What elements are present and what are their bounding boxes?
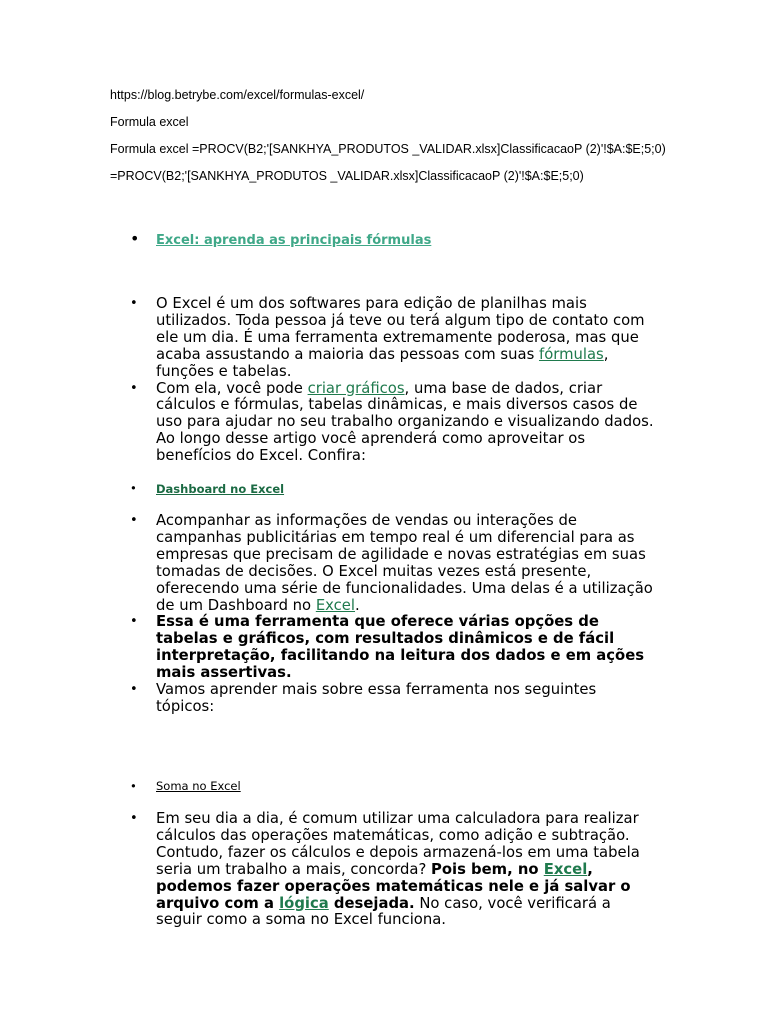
section-1-p2-start: Com ela, você pode <box>156 379 308 397</box>
section-1-paragraph-1 <box>0 296 658 381</box>
section-1-heading-list <box>0 229 658 249</box>
section-2-paragraph-1 <box>0 513 658 614</box>
criar-graficos-link[interactable]: criar gráficos <box>307 379 405 397</box>
section-2-paragraph-3 <box>0 682 658 716</box>
formula-line: =PROCV(B2;'[SANKHYA_PRODUTOS _VALIDAR.xlsx]ClassificacaoP (2)'!$A:$E;5;0) <box>110 169 584 183</box>
section-2-paragraph-2 <box>0 614 658 682</box>
section-2-body-list <box>0 513 658 716</box>
section-2-p1-text: Acompanhar as informações de vendas ou interações de campanhas publicitárias em tempo real é um diferencial para as empresas que precisam de agilidade e novas estratégias em suas tomadas de decisões. O Excel muitas vezes está presente, oferecendo uma série de funcionalidades. Uma delas é a utilização de um Dashboard no <box>156 512 653 614</box>
section-1-heading-link[interactable]: Excel: aprenda as principais fórmulas <box>156 233 432 248</box>
section-3-heading: Soma no Excel <box>156 779 241 793</box>
section-2-heading-link[interactable]: Dashboard no Excel <box>156 482 285 496</box>
url-line: https://blog.betrybe.com/excel/formulas-excel/ <box>110 88 365 102</box>
section-2-heading-list <box>0 481 658 498</box>
formulas-link[interactable]: fórmulas <box>538 345 604 363</box>
label-line: Formula excel <box>110 115 189 129</box>
section-1-paragraph-2 <box>0 381 658 466</box>
section-3-body-list <box>0 811 658 929</box>
excel-bold-link[interactable]: Excel <box>543 860 588 878</box>
section-2-p3-text: Vamos aprender mais sobre essa ferramenta nos seguintes tópicos: <box>156 681 597 715</box>
section-1-p1-end: , funções e tabelas. <box>156 345 609 380</box>
logica-link[interactable]: lógica <box>279 894 329 912</box>
section-2-p1-end: . <box>355 596 360 614</box>
section-3-bold-a: Pois bem, no <box>431 860 544 878</box>
section-3-paragraph-1 <box>0 811 658 929</box>
section-1-p1-text: O Excel é um dos softwares para edição de planilhas mais utilizados. Toda pessoa já teve ou terá algum tipo de contato com ele um dia. É uma ferramenta extremamente poderosa, mas que acaba assustando a maioria das pessoas com suas <box>156 295 645 363</box>
section-3-p1-text: Em seu dia a dia, é comum utilizar uma calculadora para realizar cálculos das operações matemáticas, como adição e subtração. Contudo, fazer os cálculos e depois armazená-los em uma tabela seria um trabalho a mais, concorda? <box>156 810 640 878</box>
section-3-heading-list <box>0 779 658 794</box>
section-3-p1-end: No caso, você verificará a seguir como a soma no Excel funciona. <box>156 894 611 929</box>
section-3-bold-c: desejada. <box>328 894 415 912</box>
section-3-bold-b: , podemos fazer operações matemáticas nele e já salvar o arquivo com a <box>156 860 631 912</box>
section-1-body-list <box>0 296 658 465</box>
section-1-heading-item <box>0 229 658 249</box>
section-3-heading-item <box>0 779 658 794</box>
section-2-bold-text: Essa é uma ferramenta que oferece várias opções de tabelas e gráficos, com resultados dinâmicos e de fácil interpretação, facilitando na leitura dos dados e em ações mais assertivas. <box>156 613 645 682</box>
section-1-p2-end: , uma base de dados, criar cálculos e fórmulas, tabelas dinâmicas, e mais diversos casos de uso para ajudar no seu trabalho organizando e visualizando dados. Ao longo desse artigo você aprenderá como aproveitar os benefícios do Excel. Confira: <box>156 379 654 465</box>
formula-labeled-line: Formula excel =PROCV(B2;'[SANKHYA_PRODUTOS _VALIDAR.xlsx]ClassificacaoP (2)'!$A:$E;5;0) <box>110 142 666 156</box>
section-2-heading-item <box>0 481 658 498</box>
excel-link[interactable]: Excel <box>315 596 356 614</box>
